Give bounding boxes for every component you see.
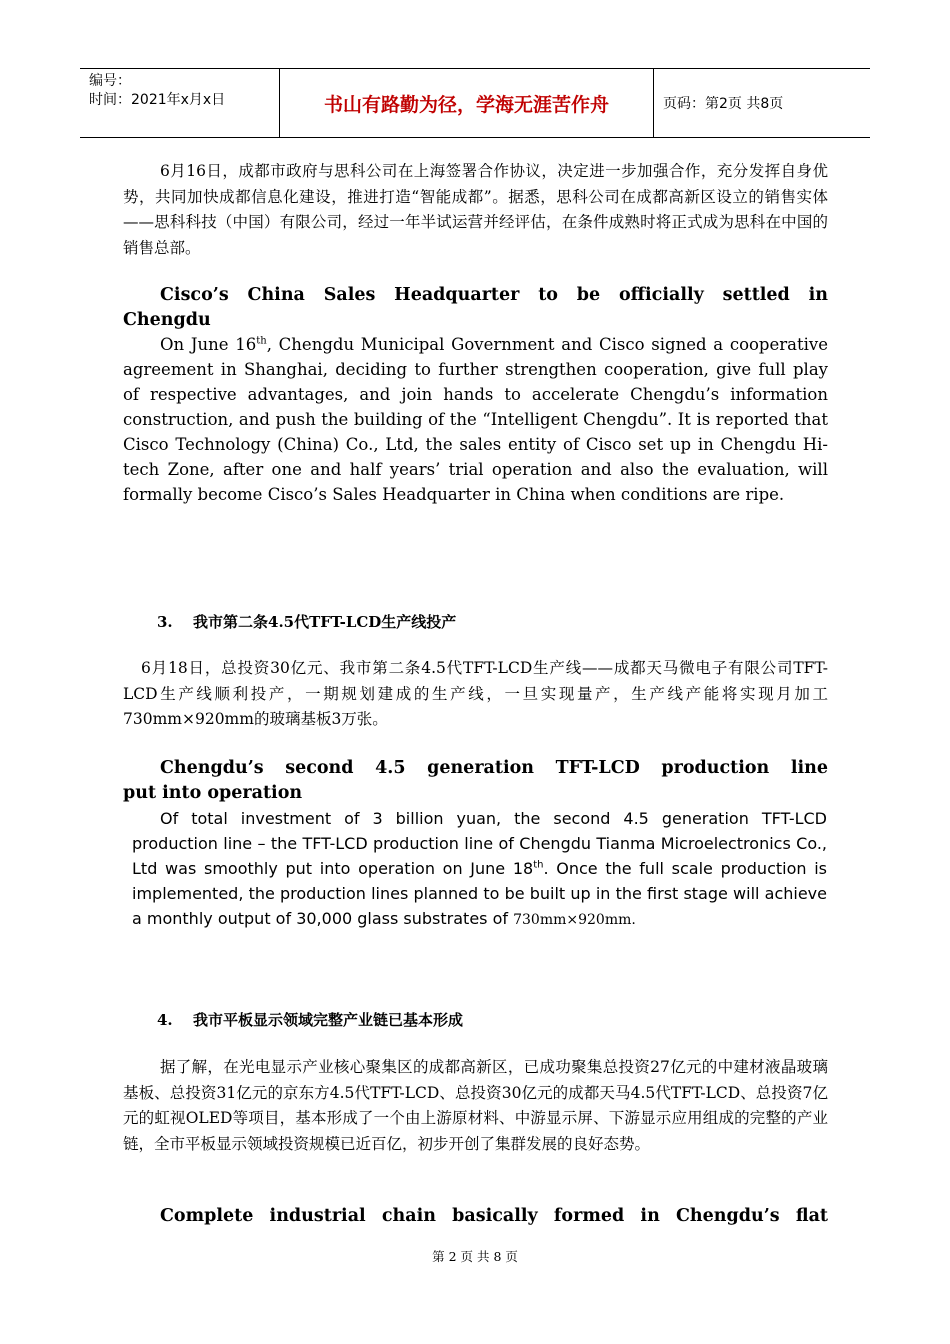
heading-1-english bbox=[123, 283, 828, 332]
heading-3-english bbox=[123, 1204, 828, 1229]
section-3-title: 我市第二条4.5代TFT-LCD生产线投产 bbox=[193, 613, 457, 631]
paragraph-3-chinese: 据了解，在光电显示产业核心聚集区的成都高新区，已成功聚集总投资27亿元的中建材液晶玻璃基板、总投资31亿元的京东方4.5代TFT-LCD、总投资30亿元的成都天马4.5代TFT-LCD、总投资7亿元的虹视OLED等项目，基本形成了一个由上游原材料、中游显示屏、下游显示应用组成的完整的产业链，全市平板显示领域投资规模已近百亿，初步开创了集群发展的良好态势。 bbox=[123, 1058, 828, 1153]
header-meta bbox=[80, 69, 280, 137]
heading-2-line-1: Chengdu’s second 4.5 generation TFT-LCD production line bbox=[160, 758, 828, 778]
paragraph-2-english-sup: th bbox=[533, 859, 544, 871]
header-page-number: 页码：第2页 共8页 bbox=[663, 96, 784, 112]
page-header-table bbox=[80, 68, 870, 138]
section-3-number: 3. bbox=[157, 613, 173, 631]
section-4-heading bbox=[157, 1009, 463, 1030]
paragraph-1-english-sup: th bbox=[256, 335, 267, 347]
document-number-label: 编号： bbox=[89, 73, 131, 89]
document-date-label: 时间：2021年x月x日 bbox=[89, 92, 226, 108]
page-footer: 第 2 页 共 8 页 bbox=[432, 1249, 518, 1264]
section-4-number: 4. bbox=[157, 1011, 173, 1029]
paragraph-1-english bbox=[123, 332, 828, 507]
paragraph-1-english-b: , Chengdu Municipal Government and Cisco signed a cooperative agreement in Shanghai, deciding to further strengthen cooperation, give full play of respective advantages, and join hands to accelerate Chengdu’s information construction, and push the building of the “Intelligent Chengdu”. It is reported that Cisco Technology (China) Co., Ltd, the sales entity of Cisco set up in Chengdu Hi-tech Zone, after one and half years’ trial operation and also the evaluation, will formally become Cisco’s Sales Headquarter in China when conditions are ripe. bbox=[123, 335, 828, 504]
section-3-heading bbox=[157, 611, 456, 632]
heading-1-line-2: Chengdu bbox=[123, 309, 211, 330]
heading-2-english bbox=[123, 756, 828, 805]
paragraph-2-english-c: 730mm×920mm. bbox=[513, 912, 636, 928]
heading-1-line-1: Cisco’s China Sales Headquarter to be officially settled in bbox=[160, 285, 828, 305]
paragraph-2-english bbox=[132, 806, 827, 933]
section-4-title: 我市平板显示领域完整产业链已基本形成 bbox=[193, 1011, 464, 1029]
heading-2-line-2: put into operation bbox=[123, 782, 303, 803]
paragraph-2-chinese: 6月18日，总投资30亿元、我市第二条4.5代TFT-LCD生产线——成都天马微电子有限公司TFT-LCD生产线顺利投产，一期规划建成的生产线，一旦实现量产，生产线产能将实现月加工730mm×920mm的玻璃基板3万张。 bbox=[123, 659, 828, 728]
paragraph-2-english-a: Of total investment of 3 billion yuan, the second 4.5 generation TFT-LCD production line – the TFT-LCD production line of Chengdu Tianma Microelectronics Co., Ltd was smoothly put into operation on June 18 bbox=[132, 809, 827, 878]
heading-3-line-1: Complete industrial chain basically formed in Chengdu’s flat bbox=[160, 1206, 828, 1226]
paragraph-1-chinese: 6月16日，成都市政府与思科公司在上海签署合作协议，决定进一步加强合作，充分发挥自身优势，共同加快成都信息化建设，推进打造“智能成都”。据悉，思科公司在成都高新区设立的销售实体——思科科技（中国）有限公司，经过一年半试运营并经评估，在条件成熟时将正式成为思科在中国的销售总部。 bbox=[123, 162, 828, 257]
paragraph-2-english-b: . Once the full scale production is implemented, the production lines planned to be built up in the first stage will achieve a monthly output of 30,000 glass substrates of bbox=[132, 859, 827, 928]
header-motto: 书山有路勤为径，学海无涯苦作舟 bbox=[280, 69, 654, 137]
paragraph-1-english-a: On June 16 bbox=[160, 335, 257, 354]
